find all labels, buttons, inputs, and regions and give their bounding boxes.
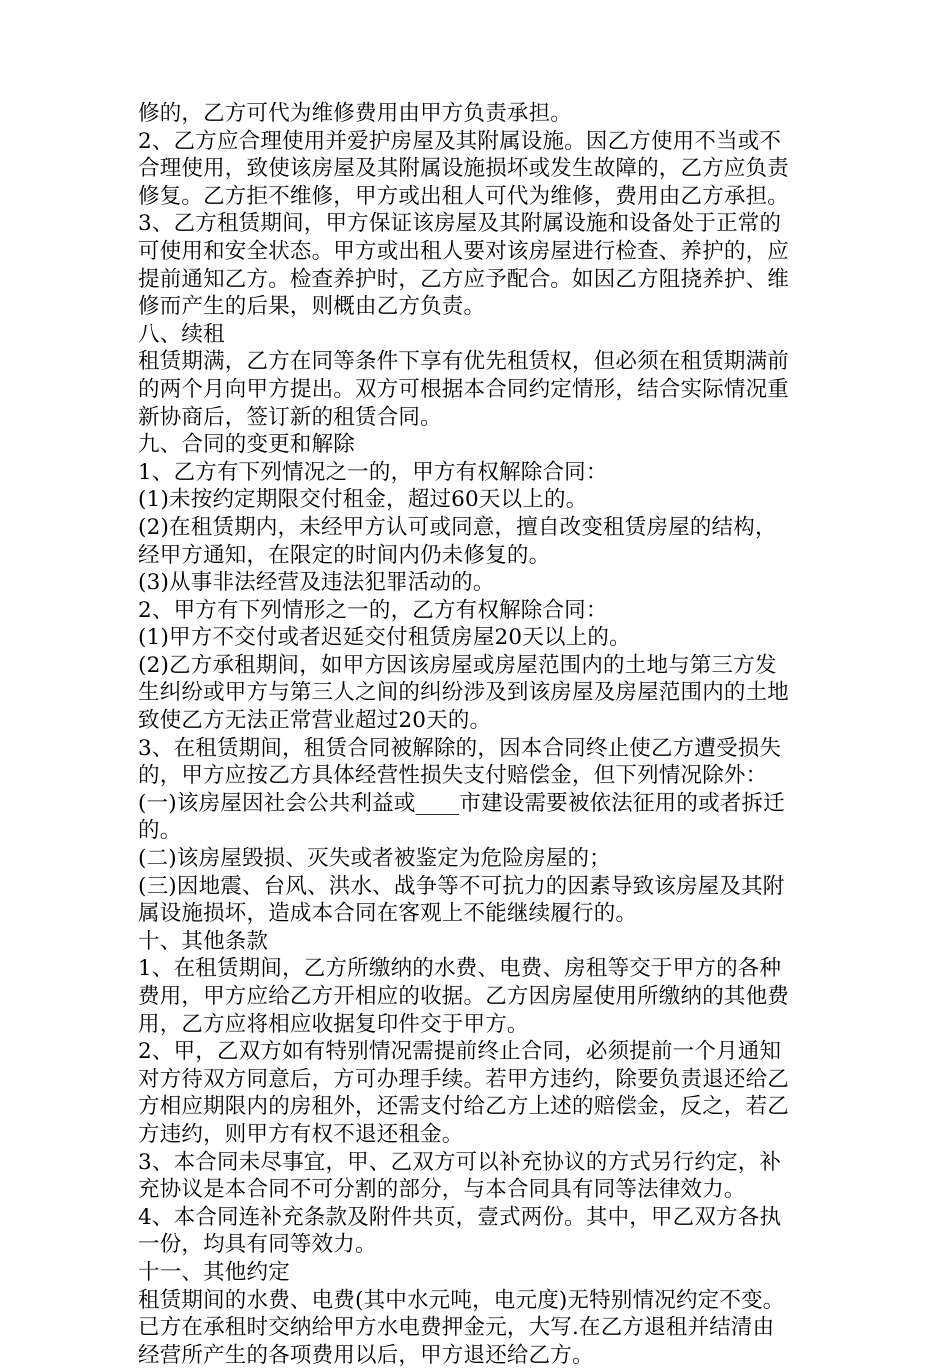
document-page [138,100,818,1369]
text-line: 2、甲方有下列情形之一的，乙方有权解除合同： [138,597,608,623]
text-line: 一份，均具有同等效力。 [138,1232,377,1258]
text-line: 4、本合同连补充条款及附件共页，壹式两份。其中，甲乙双方各执 [138,1204,782,1230]
text-line: 租赁期满，乙方在同等条件下享有优先租赁权，但必须在租赁期满前 [138,349,790,375]
text-line: 充协议是本合同不可分割的部分，与本合同具有同等法律效力。 [138,1177,746,1203]
text-line: (2)在租赁期内，未经甲方认可或同意，擅自改变租赁房屋的结构， [138,514,777,540]
text-line: 八、续租 [138,321,225,347]
text-line: 方违约，则甲方有权不退还租金。 [138,1121,464,1147]
text-line: 十、其他条款 [138,928,269,954]
text-line: 经甲方通知，在限定的时间内仍未修复的。 [138,542,551,568]
text-line: 的，甲方应按乙方具体经营性损失支付赔偿金，但下列情况除外： [138,763,768,789]
text-line: (3)从事非法经营及违法犯罪活动的。 [138,570,495,596]
text-line: (2)乙方承租期间，如甲方因该房屋或房屋范围内的土地与第三方发 [138,652,777,678]
text-line: 3、在租赁期间，租赁合同被解除的，因本合同终止使乙方遭受损失 [138,735,782,761]
text-line: 已方在承租时交纳给甲方水电费押金元，大写.在乙方退租并结清由 [138,1315,775,1341]
text-line: 1、在租赁期间，乙方所缴纳的水费、电费、房租等交于甲方的各种 [138,956,782,982]
text-line: 1、乙方有下列情况之一的，甲方有权解除合同： [138,459,608,485]
text-line: 提前通知乙方。检查养护时，乙方应予配合。如因乙方阻挠养护、维 [138,266,790,292]
text-line: 2、甲，乙双方如有特别情况需提前终止合同，必须提前一个月通知 [138,1039,782,1065]
text-line: (一)该房屋因社会公共利益或____市建设需要被依法征用的或者拆迁 [138,790,785,816]
text-line: 租赁期间的水费、电费(其中水元吨，电元度)无特别情况约定不变。 [138,1287,785,1313]
text-line: 致使乙方无法正常营业超过20天的。 [138,708,492,734]
text-line: 可使用和安全状态。甲方或出租人要对该房屋进行检查、养护的，应 [138,238,790,264]
text-line: 修而产生的后果，则概由乙方负责。 [138,294,486,320]
text-line: 修复。乙方拒不维修，甲方或出租人可代为维修，费用由乙方承担。 [138,183,790,209]
text-line: 费用，甲方应给乙方开相应的收据。乙方因房屋使用所缴纳的其他费 [138,984,790,1009]
text-line: 方相应期限内的房租外，还需支付给乙方上述的赔偿金，反之，若乙 [138,1094,790,1120]
text-line: 修的，乙方可代为维修费用由甲方负责承担。 [138,101,573,126]
text-line: (二)该房屋毁损、灭失或者被鉴定为危险房屋的； [138,846,611,872]
text-line: 九、合同的变更和解除 [138,432,356,458]
text-line: 十一、其他约定 [138,1259,290,1285]
text-line: 3、乙方租赁期间，甲方保证该房屋及其附属设施和设备处于正常的 [138,211,782,237]
text-line: 3、本合同未尽事宜，甲、乙双方可以补充协议的方式另行约定，补 [138,1149,782,1175]
text-line: 新协商后，签订新的租赁合同。 [138,404,442,430]
text-line: 属设施损坏，造成本合同在客观上不能继续履行的。 [138,901,638,927]
text-line: 合理使用，致使该房屋及其附属设施损坏或发生故障的，乙方应负责 [138,156,790,182]
text-line: 的两个月向甲方提出。双方可根据本合同约定情形，结合实际情况重 [138,376,790,402]
text-line: 2、乙方应合理使用并爱护房屋及其附属设施。因乙方使用不当或不 [138,128,782,154]
text-line: (1)甲方不交付或者迟延交付租赁房屋20天以上的。 [138,625,631,651]
text-line: 对方待双方同意后，方可办理手续。若甲方违约，除要负责退还给乙 [138,1066,790,1092]
text-line: (1)未按约定期限交付租金，超过60天以上的。 [138,487,588,513]
text-line: 经营所产生的各项费用以后，甲方退还给乙方。 [138,1342,594,1368]
text-line: 用，乙方应将相应收据复印件交于甲方。 [138,1011,529,1037]
text-line: 的。 [138,818,182,844]
text-line: 生纠纷或甲方与第三人之间的纠纷涉及到该房屋及房屋范围内的土地 [138,680,790,706]
text-line: (三)因地震、台风、洪水、战争等不可抗力的因素导致该房屋及其附 [138,873,785,899]
